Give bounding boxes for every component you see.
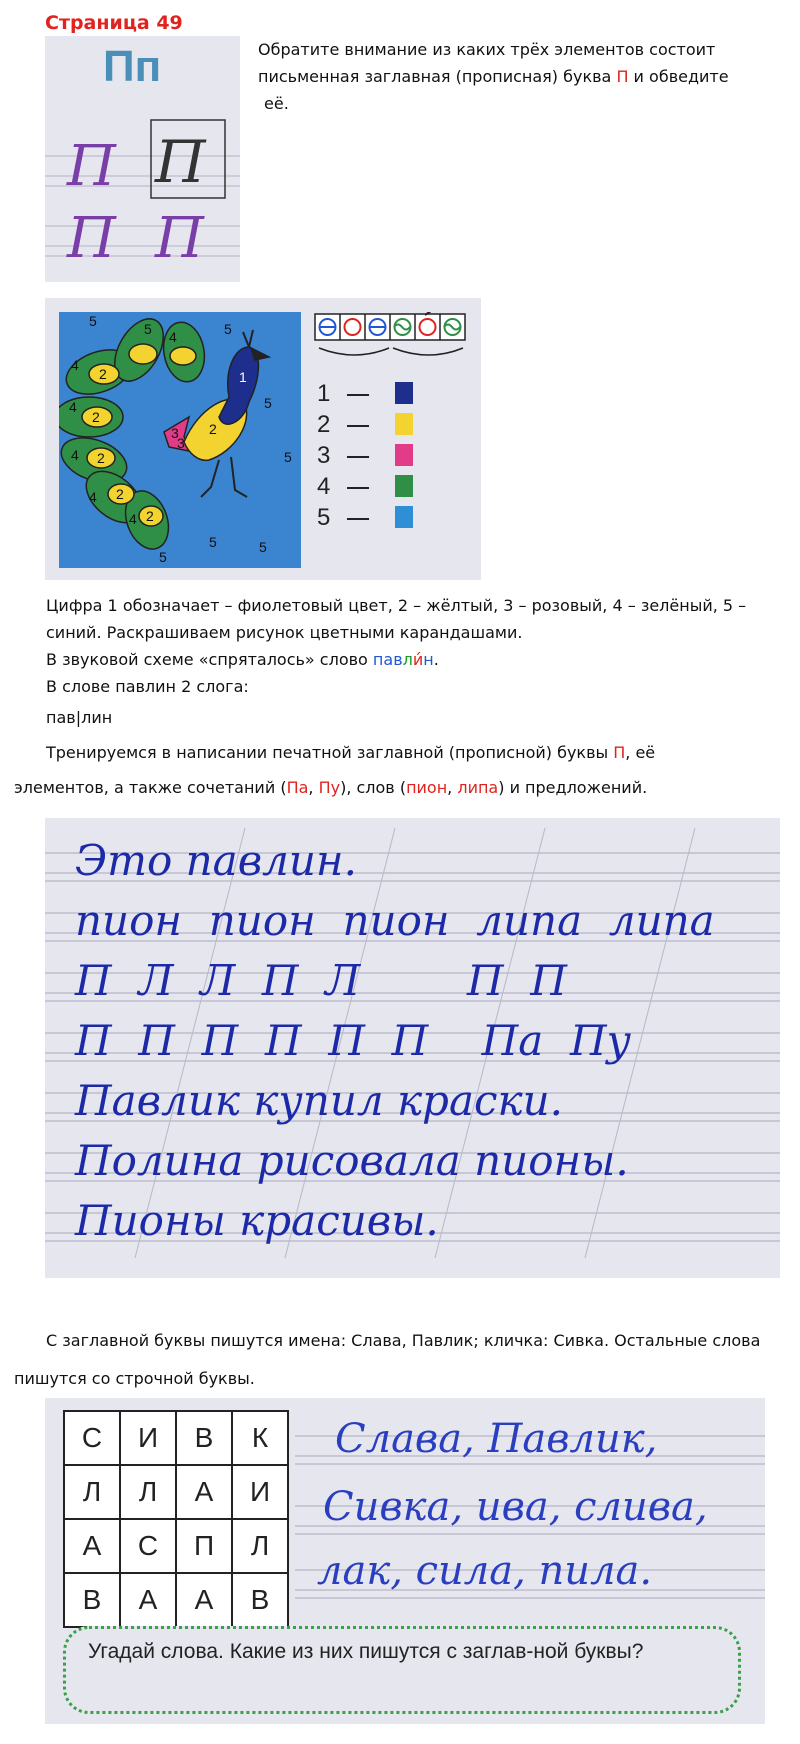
scheme-post: .	[433, 650, 439, 669]
task1-letter: П	[616, 67, 629, 86]
region-number: 5	[284, 449, 292, 465]
grid-answer: лак, сила, пила.	[317, 1548, 653, 1594]
cursive-p-1: П	[67, 134, 116, 199]
region-number: 4	[71, 447, 79, 463]
region-number: 5	[144, 321, 152, 337]
grid-row	[64, 1465, 288, 1519]
colors-paragraph	[14, 592, 784, 801]
peacock-picture	[59, 312, 301, 568]
word-pion: пион	[406, 778, 448, 797]
legend-row	[317, 504, 477, 535]
letter-grid	[63, 1410, 289, 1628]
task1-line1: Обратите внимание из каких трёх элементов состоит	[258, 40, 716, 59]
letter-card	[45, 36, 240, 282]
region-number: 2	[116, 486, 124, 502]
legend-row	[317, 442, 477, 473]
region-number: 1	[239, 369, 247, 385]
task1-line3: её.	[264, 94, 289, 113]
legend-number: 1	[317, 380, 331, 407]
letter-lower: п	[134, 42, 162, 91]
copybook-line: Это павлин.	[75, 836, 357, 885]
legend-swatch	[395, 413, 413, 435]
train-line1	[14, 739, 784, 766]
task1-line2	[258, 63, 758, 90]
grid-cell: Л	[232, 1519, 288, 1573]
region-number: 5	[259, 539, 267, 555]
combo-pa: Па	[286, 778, 309, 797]
legend-swatch	[395, 475, 413, 497]
legend-swatch	[395, 382, 413, 404]
region-number: 5	[89, 313, 97, 329]
task1-text	[258, 36, 758, 117]
hint-text: Угадай слова. Какие из них пишутся с заглав-ной буквы?	[88, 1640, 644, 1663]
grid-cell: С	[64, 1411, 120, 1465]
comma: ,	[308, 778, 319, 797]
region-number: 2	[146, 508, 154, 524]
copybook-line: Павлик купил краски.	[75, 1076, 563, 1125]
comma: ,	[447, 778, 458, 797]
legend-number: 5	[317, 504, 331, 531]
word-l: л	[402, 650, 413, 669]
cursive-p-3: П	[67, 206, 116, 271]
region-number: 2	[209, 421, 217, 437]
grid-row	[64, 1519, 288, 1573]
names-line2: пишутся со строчной буквы.	[14, 1369, 255, 1388]
legend-number: 4	[317, 473, 331, 500]
sound-scheme	[313, 312, 469, 368]
cursive-p-2: П	[155, 128, 206, 196]
grid-row	[64, 1573, 288, 1627]
train2-post: ) и предложений.	[498, 778, 648, 797]
region-number: 4	[69, 399, 77, 415]
word-p: п	[372, 650, 384, 669]
grid-cell: И	[232, 1465, 288, 1519]
region-number: 2	[92, 409, 100, 425]
grid-cell: В	[232, 1573, 288, 1627]
region-number: 5	[209, 534, 217, 550]
region-number: 5	[159, 549, 167, 565]
legend-row	[317, 473, 477, 504]
grid-cell: В	[176, 1411, 232, 1465]
region-number: 4	[71, 357, 79, 373]
scheme-line	[14, 646, 784, 673]
grid-cell: И	[120, 1411, 176, 1465]
region-number: 5	[264, 395, 272, 411]
page-title: Страница 49	[45, 12, 183, 34]
names-paragraph	[14, 1322, 784, 1398]
region-number: 4	[89, 489, 97, 505]
train2-pre: элементов, а также сочетаний (	[14, 778, 287, 797]
scheme-pre: В звуковой схеме «спряталось» слово	[46, 650, 373, 669]
peacock-exercise	[45, 298, 481, 580]
color-legend	[317, 380, 477, 535]
combo-pu: Пу	[318, 778, 341, 797]
grid-exercise	[45, 1398, 765, 1724]
task1-line2-pre: письменная заглавная (прописная) буква	[258, 67, 617, 86]
copybook-line: Полина рисовала пионы.	[75, 1136, 629, 1185]
region-number: 4	[129, 511, 137, 527]
region-number: 4	[169, 329, 177, 345]
train-post: , её	[625, 743, 656, 762]
legend-swatch	[395, 506, 413, 528]
grid-cell: А	[176, 1465, 232, 1519]
word-v: в	[393, 650, 403, 669]
word-i: и́	[412, 650, 424, 669]
grid-cell: В	[64, 1573, 120, 1627]
region-number: 2	[99, 366, 107, 382]
copybook-line: П Л Л П Л П П	[75, 956, 567, 1005]
copybook-line: пион пион пион липа липа	[75, 896, 715, 945]
train2-mid: ), слов (	[340, 778, 407, 797]
names-line1: С заглавной буквы пишутся имена: Слава, Павлик; кличка: Сивка. Остальные слова	[46, 1331, 761, 1350]
hint-box	[63, 1626, 741, 1714]
syllables-label: В слове павлин 2 слога:	[46, 677, 249, 696]
train-letter: П	[613, 743, 626, 762]
grid-cell: Л	[64, 1465, 120, 1519]
grid-answer: Слава, Павлик,	[335, 1416, 658, 1462]
grid-cell: К	[232, 1411, 288, 1465]
word-a: а	[383, 650, 394, 669]
region-number: 5	[224, 321, 232, 337]
syllables: пав|лин	[46, 708, 113, 727]
grid-answer: Сивка, ива, слива,	[323, 1484, 708, 1530]
region-number: 3	[177, 435, 185, 451]
grid-row	[64, 1411, 288, 1465]
letter-upper: П	[103, 42, 135, 91]
copybook-page	[45, 818, 780, 1278]
region-number: 3	[171, 425, 179, 441]
cursive-p-4: П	[155, 206, 204, 271]
task1-line2-post: и обведите	[628, 67, 729, 86]
legend-number: 2	[317, 411, 331, 438]
colors-line1: Цифра 1 обозначает – фиолетовый цвет, 2 – жёлтый, 3 – розовый, 4 – зелёный, 5 –	[46, 596, 747, 615]
grid-cell: А	[176, 1573, 232, 1627]
legend-row	[317, 411, 477, 442]
copybook-line: П П П П П П Па Пу	[75, 1016, 632, 1065]
legend-number: 3	[317, 442, 331, 469]
grid-cell: С	[120, 1519, 176, 1573]
legend-swatch	[395, 444, 413, 466]
copybook-line: Пионы красивы.	[75, 1196, 439, 1245]
word-lipa: липа	[457, 778, 499, 797]
grid-cell: П	[176, 1519, 232, 1573]
grid-cell: А	[120, 1573, 176, 1627]
legend-row	[317, 380, 477, 411]
train-line2	[14, 774, 784, 801]
train-pre: Тренируемся в написании печатной заглавной (прописной) буквы	[46, 743, 614, 762]
colors-line2: синий. Раскрашиваем рисунок цветными карандашами.	[46, 623, 523, 642]
word-n: н	[423, 650, 434, 669]
grid-cell: Л	[120, 1465, 176, 1519]
region-number: 2	[97, 450, 105, 466]
grid-cell: А	[64, 1519, 120, 1573]
